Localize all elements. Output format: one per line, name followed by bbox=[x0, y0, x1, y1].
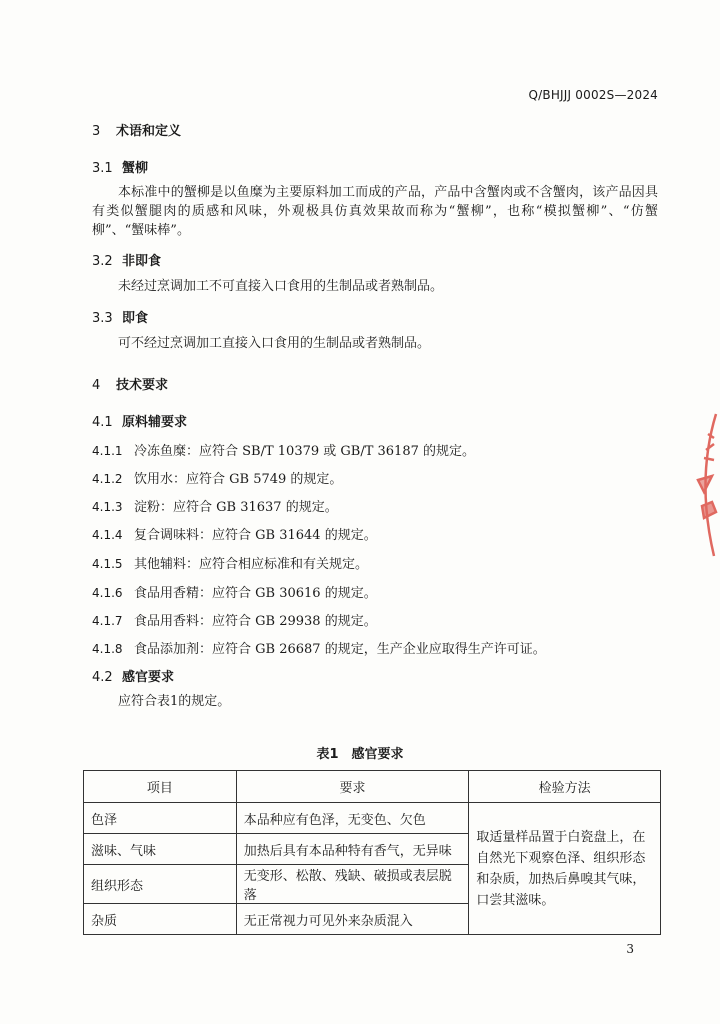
list-item bbox=[92, 496, 338, 515]
cell-requirement: 加热后具有本品种特有香气，无异味 bbox=[236, 834, 469, 865]
section-3-heading bbox=[92, 120, 181, 139]
section-3-1-heading bbox=[92, 157, 148, 176]
table-caption: 表1 感官要求 bbox=[316, 747, 404, 762]
section-title: 非即食 bbox=[122, 254, 162, 269]
section-4-2-text: 应符合表1的规定。 bbox=[118, 694, 231, 709]
section-4-1-heading bbox=[92, 411, 187, 430]
section-4-heading bbox=[92, 374, 168, 393]
section-title: 原料辅要求 bbox=[122, 415, 188, 430]
table-row bbox=[84, 803, 661, 834]
cell-requirement: 无正常视力可见外来杂质混入 bbox=[236, 904, 469, 935]
cell-method: 取适量样品置于白瓷盘上，在自然光下观察色泽、组织形态和杂质，加热后鼻嗅其气味，口尝其滋味。 bbox=[469, 803, 661, 935]
section-title: 感官要求 bbox=[122, 670, 175, 685]
column-header-item: 项目 bbox=[84, 771, 237, 803]
item-text: 其他辅料：应符合相应标准和有关规定。 bbox=[134, 557, 369, 572]
item-number: 4.1.6 bbox=[92, 586, 123, 600]
standard-code-header: Q/BHJJJ 0002S—2024 bbox=[528, 88, 658, 102]
list-item bbox=[92, 582, 377, 601]
cell-requirement: 本品种应有色泽，无变色、欠色 bbox=[236, 803, 469, 834]
list-item bbox=[92, 610, 377, 629]
section-title: 术语和定义 bbox=[116, 124, 182, 139]
item-number: 4.1.7 bbox=[92, 614, 123, 628]
section-3-2-heading bbox=[92, 250, 161, 269]
section-number: 3.3 bbox=[92, 311, 113, 326]
item-text: 饮用水：应符合 GB 5749 的规定。 bbox=[134, 472, 343, 487]
section-3-3-heading bbox=[92, 307, 148, 326]
item-text: 复合调味料：应符合 GB 31644 的规定。 bbox=[134, 528, 377, 543]
section-3-1-text: 本标准中的蟹柳是以鱼糜为主要原料加工而成的产品，产品中含蟹肉或不含蟹肉，该产品因具有类似蟹腿肉的质感和风味，外观极具仿真效果故而称为“蟹柳”，也称“模拟蟹柳”、“仿蟹柳”、“蟹味棒”。 bbox=[92, 185, 658, 238]
item-number: 4.1.8 bbox=[92, 642, 123, 656]
section-number: 4 bbox=[92, 378, 101, 393]
section-number: 4.2 bbox=[92, 670, 113, 685]
item-number: 4.1.2 bbox=[92, 472, 123, 486]
item-text: 食品添加剂：应符合 GB 26687 的规定，生产企业应取得生产许可证。 bbox=[134, 642, 546, 657]
section-3-3-text: 可不经过烹调加工直接入口食用的生制品或者熟制品。 bbox=[118, 336, 431, 351]
item-text: 冷冻鱼糜：应符合 SB/T 10379 或 GB/T 36187 的规定。 bbox=[134, 444, 476, 459]
section-4-2-heading bbox=[92, 666, 174, 685]
item-text: 食品用香料：应符合 GB 29938 的规定。 bbox=[134, 614, 377, 629]
section-number: 4.1 bbox=[92, 415, 113, 430]
cell-requirement: 无变形、松散、残缺、破损或表层脱落 bbox=[236, 865, 469, 904]
page-number: 3 bbox=[626, 942, 634, 956]
section-number: 3 bbox=[92, 124, 101, 139]
cell-item: 杂质 bbox=[84, 904, 237, 935]
sensory-requirements-table bbox=[83, 770, 661, 935]
column-header-requirement: 要求 bbox=[236, 771, 469, 803]
list-item bbox=[92, 638, 546, 657]
table-header-row bbox=[84, 771, 661, 803]
list-item bbox=[92, 440, 475, 459]
section-number: 3.2 bbox=[92, 254, 113, 269]
section-title: 技术要求 bbox=[116, 378, 169, 393]
list-item bbox=[92, 524, 377, 543]
item-text: 淀粉：应符合 GB 31637 的规定。 bbox=[134, 500, 338, 515]
cell-item: 滋味、气味 bbox=[84, 834, 237, 865]
column-header-method: 检验方法 bbox=[469, 771, 661, 803]
section-number: 3.1 bbox=[92, 161, 113, 176]
section-3-2-text: 未经过烹调加工不可直接入口食用的生制品或者熟制品。 bbox=[118, 279, 444, 294]
item-number: 4.1.4 bbox=[92, 528, 123, 542]
red-seal-stamp-fragment bbox=[676, 410, 720, 560]
cell-item: 组织形态 bbox=[84, 865, 237, 904]
list-item bbox=[92, 553, 368, 572]
item-number: 4.1.3 bbox=[92, 500, 123, 514]
list-item bbox=[92, 468, 342, 487]
cell-item: 色泽 bbox=[84, 803, 237, 834]
section-title: 即食 bbox=[122, 311, 149, 326]
item-text: 食品用香精：应符合 GB 30616 的规定。 bbox=[134, 586, 377, 601]
item-number: 4.1.1 bbox=[92, 444, 123, 458]
item-number: 4.1.5 bbox=[92, 557, 123, 571]
section-title: 蟹柳 bbox=[122, 161, 149, 176]
